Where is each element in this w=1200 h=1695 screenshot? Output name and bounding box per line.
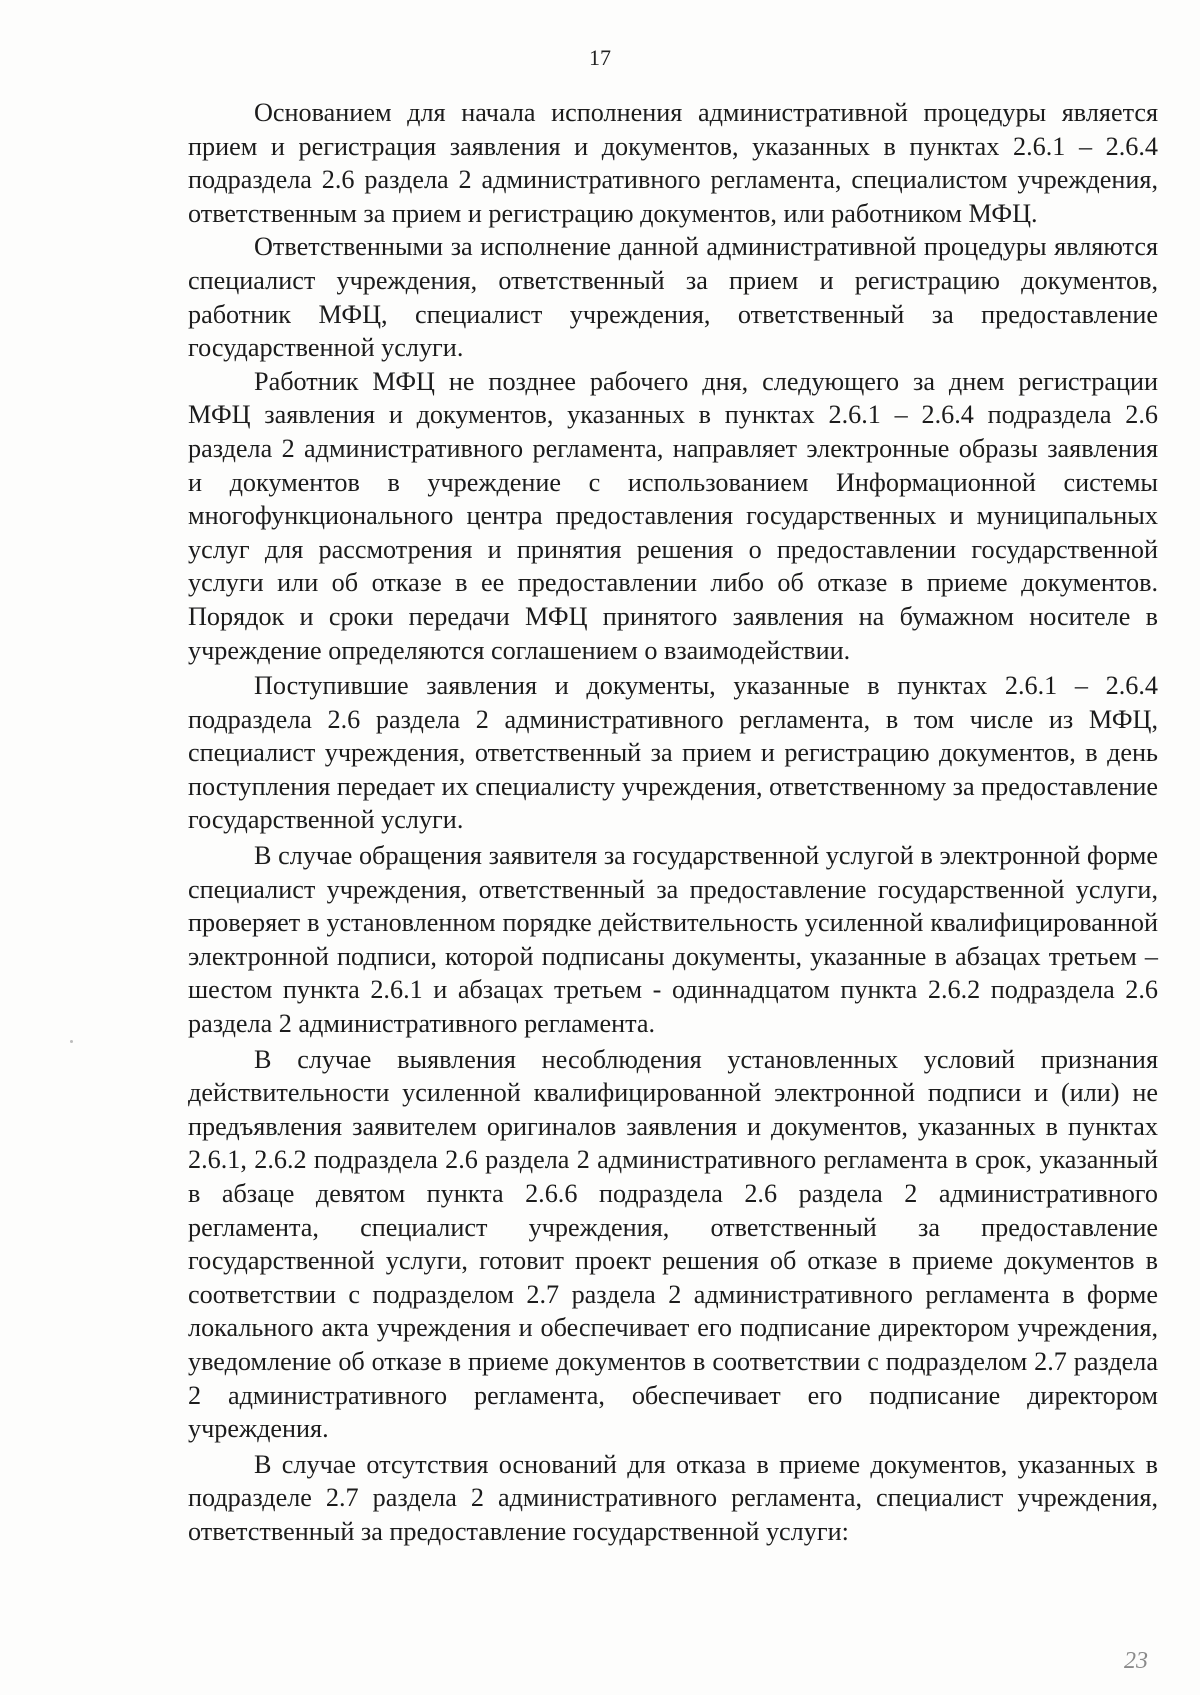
paragraph-6: В случае выявления несоблюдения установленных условий признания действительности усиленной квалифицированной электронной подписи и (или) не предъявления заявителем оригиналов заявления и документов, указанных в пунктах 2.6.1, 2.6.2 подраздела 2.6 раздела 2 административного регламента в срок, указанный в абзаце девятом пункта 2.6.6 подраздела 2.6 раздела 2 административного регламента, специалист учреждения, ответственный за предоставление государственной услуги, готовит проект решения об отказе в приеме документов в соответствии с подразделом 2.7 раздела 2 административного регламента в форме локального акта учреждения и обеспечивает его подписание директором учреждения, уведомление об отказе в приеме документов в соответствии с подразделом 2.7 раздела 2 административного регламента, обеспечивает его подписание директором учреждения.: [188, 1044, 1158, 1444]
page-number: 17: [589, 45, 611, 70]
document-body: [188, 96, 1158, 1549]
paragraph-1: Основанием для начала исполнения административной процедуры является прием и регистрация заявления и документов, указанных в пунктах 2.6.1 – 2.6.4 подраздела 2.6 раздела 2 административного регламента, специалистом учреждения, ответственным за прием и регистрацию документов, или работником МФЦ.: [188, 98, 1158, 228]
paragraph-2: Ответственными за исполнение данной административной процедуры являются специалист учреждения, ответственный за прием и регистрацию документов, работник МФЦ, специалист учреждения, ответственный за предоставление государственной услуги.: [188, 232, 1158, 363]
handwritten-sheet-number: 23: [1124, 1648, 1148, 1674]
paragraph-7: В случае отсутствия оснований для отказа в приеме документов, указанных в подразделе 2.7 раздела 2 административного регламента, специалист учреждения, ответственный за предоставление государственной услуги:: [188, 1449, 1158, 1546]
paragraph-5: В случае обращения заявителя за государственной услугой в электронной форме специалист учреждения, ответственный за предоставление государственной услуги, проверяет в установленном порядке действительность усиленной квалифицированной электронной подписи, которой подписаны документы, указанные в абзацах третьем – шестом пункта 2.6.1 и абзацах третьем - одиннадцатом пункта 2.6.2 подраздела 2.6 раздела 2 административного регламента.: [188, 841, 1158, 1039]
scan-speck: [70, 1040, 73, 1043]
paragraph-4: Поступившие заявления и документы, указанные в пунктах 2.6.1 – 2.6.4 подраздела 2.6 раздела 2 административного регламента, в том числе из МФЦ, специалист учреждения, ответственный за прием и регистрацию документов, в день поступления передает их специалисту учреждения, ответственному за предоставление государственной услуги.: [188, 671, 1158, 835]
paragraph-3: Работник МФЦ не позднее рабочего дня, следующего за днем регистрации МФЦ заявления и документов, указанных в пунктах 2.6.1 – 2.6.4 подраздела 2.6 раздела 2 административного регламента, направляет электронные образы заявления и документов в учреждение с использованием Информационной системы многофункционального центра предоставления государственных и муниципальных услуг для рассмотрения и принятия решения о предоставлении государственной услуги или об отказе в ее предоставлении либо об отказе в приеме документов. Порядок и сроки передачи МФЦ принятого заявления на бумажном носителе в учреждение определяются соглашением о взаимодействии.: [188, 366, 1158, 665]
